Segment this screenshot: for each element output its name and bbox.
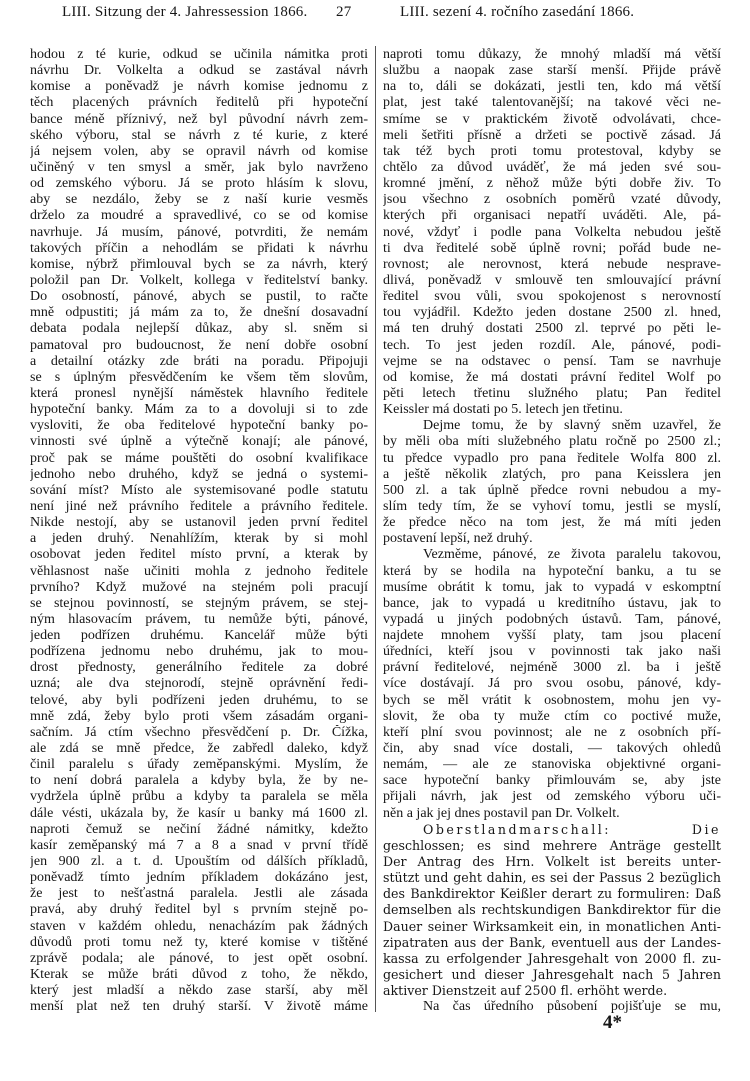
text-line: jednoho nebo druhého, když se jedná o systemi-: [30, 466, 368, 482]
text-line: debata podala nejlepší důkaz, aby sl. sněm si: [30, 321, 368, 337]
text-line: poněvadž tímto jedním příkladem dokázáno jest,: [30, 870, 368, 886]
text-line: naproti tomu důkazy, že mnohý mladší má větší: [383, 47, 721, 62]
text-line: by měli oba míti služebného platu ročně po 2500 zl.;: [383, 434, 721, 450]
text-line: aktiver Dienstzeit auf 2500 fl. erhöht werde.: [383, 983, 668, 999]
text-line: komise a poněvadž je návrh komise jednomu z: [30, 79, 368, 95]
text-line: návrhu Dr. Volkelta a odkud se zastával návrh: [30, 63, 368, 79]
text-line: Na čas úředního působení pojišťuje se mu,: [423, 999, 721, 1015]
text-line: stützt und geht dahin, es sei der Passus 2 bezüglich: [383, 870, 721, 886]
text-line: Keissler má dostati po 5. letech jen třetinu.: [383, 402, 623, 418]
text-line: dlivá, poněvadž v smlouvě ten smlouvající právní: [383, 272, 721, 288]
text-line: bych se měl vrátit k osobnostem, mohu jen vy-: [383, 692, 721, 708]
text-line: která pronesl nynější náměstek hlavního ředitele: [30, 385, 368, 401]
text-line: slím tedy tím, že se vyhoví tomu, jestli se myslí,: [383, 498, 721, 514]
text-line: od komise, že má dostati právní ředitel Wolf po: [383, 369, 721, 385]
text-line: Do osobností, pánové, abych se pustil, to račte: [30, 289, 368, 305]
text-line: vypadá u jiných podobných ústavů. Tam, pánové,: [383, 611, 721, 627]
text-line: důvodů proti tomu než ty, které komise v tištěné: [30, 934, 368, 950]
text-line: Dejme tomu, že by slavný sněm uzavřel, že: [423, 418, 721, 434]
text-line: čin, aby snad více dostali, — takových ohledů: [383, 741, 721, 757]
text-line: demselben als rechtskundigen Bankdirektor für die: [383, 902, 721, 918]
text-line: Kterak se může bráti důvod z toho, že někdo,: [30, 967, 368, 983]
text-line: se s úplným přesvědčením ke všem těm slovům,: [30, 369, 368, 385]
text-line: sačním. Já ctím všechno přesvědčení p. Dr. Čížka,: [30, 724, 368, 740]
text-line: drost přednosty, generálního ředitele za dobré: [30, 660, 368, 676]
running-header-german: LIII. Sitzung der 4. Jahressession 1866.: [62, 4, 308, 20]
text-line: Dauer seiner Wirksamkeit ein, in monatlichen Anti-: [383, 918, 721, 934]
text-line: sování míst? Místo ale systemisované podle statutu: [30, 482, 368, 498]
text-line: mně odpustiti; já mám za to, že dnešní dosavadní: [30, 305, 368, 321]
text-line: Oberstlandmarschall: Die: [423, 821, 721, 837]
text-line: více dostávají. Já pro svou osobu, pánové, kdy-: [383, 676, 721, 692]
text-line: musíme obrátit k tomu, jak to vypadá v eskomptní: [383, 579, 721, 595]
text-line: des Bankdirektor Keißler derart zu formuliren: Daß: [383, 886, 721, 902]
text-line: dále vésti, ukázala by, že kasír u banky má 1600 zl.: [30, 805, 368, 821]
text-line: ského výboru, stal se návrh z té kurie, z které: [30, 127, 368, 143]
text-line: sace hypoteční banky přimlouvám se, aby jste: [383, 773, 721, 789]
text-line: slovit, že oba ty muže ctím co poctivé muže,: [383, 708, 721, 724]
text-line: úředníci, kteří jsou v povinnosti tak jako naši: [383, 644, 721, 660]
text-line: 500 zl. a tak úplně předce rovni nebudou a my-: [383, 482, 721, 498]
text-line: kteří plní svou povinnost; ale ne z osobních pří-: [383, 724, 721, 740]
text-line: prvního? Když mužové na stejném poli pracují: [30, 579, 368, 595]
text-line: Nikde nestojí, aby se ustanovil jeden první ředitel: [30, 515, 368, 531]
text-line: nemám, — ale ze stanoviska objektivné organi-: [383, 757, 721, 773]
text-line: najdete mnohem vyšší platy, tam jsou placení: [383, 628, 721, 644]
text-line: Vezměme, pánové, ze života paralelu takovou,: [423, 547, 721, 563]
text-line: že jest to nešťastná paralela. Jestli ale zásada: [30, 886, 368, 902]
text-line: přijali návrh, jak jest od zemského výboru uči-: [383, 789, 721, 805]
text-line: postavení lepší, než druhý.: [383, 531, 533, 547]
text-line: na to, dáli se dokázati, jestli ten, kdo má větší: [383, 79, 721, 95]
text-line: tak též bych proti tomu protestoval, kdyby se: [383, 143, 721, 159]
text-line: smíme se v praktickém životě odvolávati, chce-: [383, 111, 721, 127]
text-line: věhlasnost naše učiniti mohla z jednoho ředitele: [30, 563, 368, 579]
text-line: jeden podřízen druhému. Kancelář může býti: [30, 628, 368, 644]
text-line: takových příčin a nehodlám se přidati k návrhu: [30, 240, 368, 256]
text-line: bance méně příznivý, než byl původní návrh zem-: [30, 111, 368, 127]
text-line: podřízena jednomu nebo druhému, jak to mou-: [30, 644, 368, 660]
text-line: nové, vždyť i podle pana Volkelta nebudou ještě: [383, 224, 721, 240]
text-line: kassa zu erfolgender Jahresgehalt von 2000 fl. zu-: [383, 950, 721, 966]
text-line: hypoteční banky. Mám za to a dovoluji si to zde: [30, 402, 368, 418]
text-line: ti dva ředitelé sobě úplně rovni; pořád bude ne-: [383, 240, 721, 256]
text-line: to není dobrá paralela a kdyby byla, že by ne-: [30, 773, 368, 789]
text-line: plat, jest také talentovanější; na takové věci ne-: [383, 95, 721, 111]
text-line: navrhuje. Já musím, pánové, potvrditi, že nemám: [30, 224, 368, 240]
text-line: který jest mladší a někdo zase starší, aby měl: [30, 983, 368, 999]
column-divider: [375, 46, 376, 1012]
text-line: těch placených právních ředitelů při hypoteční: [30, 95, 368, 111]
text-line: tech. To jest jeden rozdíl. Ale, pánové, podi-: [383, 337, 721, 353]
text-line: já nejsem volen, aby se opravil návrh od komise: [30, 143, 368, 159]
right-column: [383, 47, 721, 1015]
text-line: zprávě podala; ale pánové, to jest opět osobní.: [30, 950, 368, 966]
text-line: Der Antrag des Hrn. Volkelt ist bereits unter-: [383, 854, 721, 870]
text-line: hodou z té kurie, odkud se učinila námitka proti: [30, 47, 368, 62]
text-line: vinnosti své úplně a výtečně konají; ale pánové,: [30, 434, 368, 450]
text-line: kromné jmění, z něhož může býti dobře živ. To: [383, 176, 721, 192]
text-line: kterých při organisaci nepatří uváděti. Ale, pá-: [383, 208, 721, 224]
text-line: komise, nýbrž přimlouval bych se za návrh, který: [30, 256, 368, 272]
text-line: něn a jak jej dnes postavil pan Dr. Volkelt.: [383, 805, 620, 821]
text-line: geschlossen; es sind mehrere Anträge gestellt: [383, 837, 721, 853]
text-line: jen 900 zl. a t. d. Upouštím od dálších příkladů,: [30, 854, 368, 870]
text-line: vysloviti, že oba ředitelové hypoteční banky po-: [30, 418, 368, 434]
text-line: ným hlasovacím právem, tu nemůže býti, pánové,: [30, 611, 368, 627]
text-line: a detailní otázky zde bráti na poradu. Připojuji: [30, 353, 368, 369]
text-line: rovnost; ale nerovnost, která nebude nesprave-: [383, 256, 721, 272]
text-line: drželo za moudré a spravedlivé, co se od komise: [30, 208, 368, 224]
text-line: meli šetřiti přísně a držeti se poctivě zásad. Já: [383, 127, 721, 143]
text-line: učiněný v ten smysl a směr, jak bylo navrženo: [30, 159, 368, 175]
text-line: chtělo za důvod uváděť, že má jeden své sou-: [383, 159, 721, 175]
text-line: od zemského výboru. Já se proto hlásím k slovu,: [30, 176, 368, 192]
text-line: pamatoval pro budoucnost, že není dobře osobní: [30, 337, 368, 353]
text-line: kasír zeměpanský má 7 a 8 a snad v první třídě: [30, 837, 368, 853]
text-line: menší plat než ten druhý starší. V životě máme: [30, 999, 368, 1015]
text-line: tou vyjádřil. Kdežto jeden dostane 2500 zl. hned,: [383, 305, 721, 321]
text-line: staven v každém ohledu, nenacházím pak žádných: [30, 918, 368, 934]
text-line: ředitel svou vůli, svou spokojenost s nerovností: [383, 289, 721, 305]
text-line: pěti letech třetinu služného platu; Pan ředitel: [383, 385, 721, 401]
text-line: gesichert und dieser Jahresgehalt nach 5 Jahren: [383, 967, 721, 983]
text-line: uzná; ale dva stejnorodí, stejně oprávnění ředi-: [30, 676, 368, 692]
text-line: zipatraten aus der Bank, eventuell aus der Landes-: [383, 934, 721, 950]
running-header-czech: LIII. sezení 4. ročního zasedání 1866.: [400, 4, 635, 20]
text-line: není jiné než právního ředitele a právního ředitele.: [30, 498, 368, 514]
page-number: 27: [336, 4, 352, 20]
text-line: má ten druhý dostati 2500 zl. teprvé po pěti le-: [383, 321, 721, 337]
left-column: [30, 47, 368, 1015]
text-line: jsou všechno z osobních poměrů vzaté důvody,: [383, 192, 721, 208]
text-line: že předce něco na tom jest, že má míti jeden: [383, 515, 721, 531]
text-line: mně zdá, žeby bylo proti všem zásadám organi-: [30, 708, 368, 724]
text-line: naproti čemuž se nečiní žádné námitky, kdežto: [30, 821, 368, 837]
text-line: tu předce vypadlo pro pana ředitele Wolfa 800 zl.: [383, 450, 721, 466]
text-line: aby se nezdálo, žeby se z naší kurie vesměs: [30, 192, 368, 208]
text-line: vejme se na odstavec o pensí. Tam se navrhuje: [383, 353, 721, 369]
text-line: proč pak se máme pouštěti do osobní kvalifikace: [30, 450, 368, 466]
text-line: vydržela úplně průbu a kdyby ta paralela se měla: [30, 789, 368, 805]
text-line: se stejnou povinností, se stejným právem, se stej-: [30, 595, 368, 611]
text-line: službu a naopak zase starší menší. Přijde právě: [383, 63, 721, 79]
text-line: a jeden druhý. Nenahlížím, kterak by si mohl: [30, 531, 368, 547]
text-line: položil pan Dr. Volkelt, kollega v ředitelství banky.: [30, 272, 368, 288]
signature-mark: 4*: [603, 1012, 622, 1033]
text-line: právní ředitelové, nejméně 3000 zl. ba i ještě: [383, 660, 721, 676]
text-line: ale zdá se mně předce, že zabředl daleko, když: [30, 741, 368, 757]
text-line: pravá, aby druhý ředitel byl s prvním stejně po-: [30, 902, 368, 918]
text-line: bance, jak to vypadá u kreditního ústavu, jak to: [383, 595, 721, 611]
text-line: činil paralelu s úřady zeměpanskými. Myslím, že: [30, 757, 368, 773]
text-line: a ještě několik zlatých, pro pana Keisslera jen: [383, 466, 721, 482]
text-line: telové, aby byli podřízeni jeden druhému, to se: [30, 692, 368, 708]
text-line: která by se hodila na hypoteční banku, a tu se: [383, 563, 721, 579]
text-line: osobovat jeden ředitel místo první, a kterak by: [30, 547, 368, 563]
